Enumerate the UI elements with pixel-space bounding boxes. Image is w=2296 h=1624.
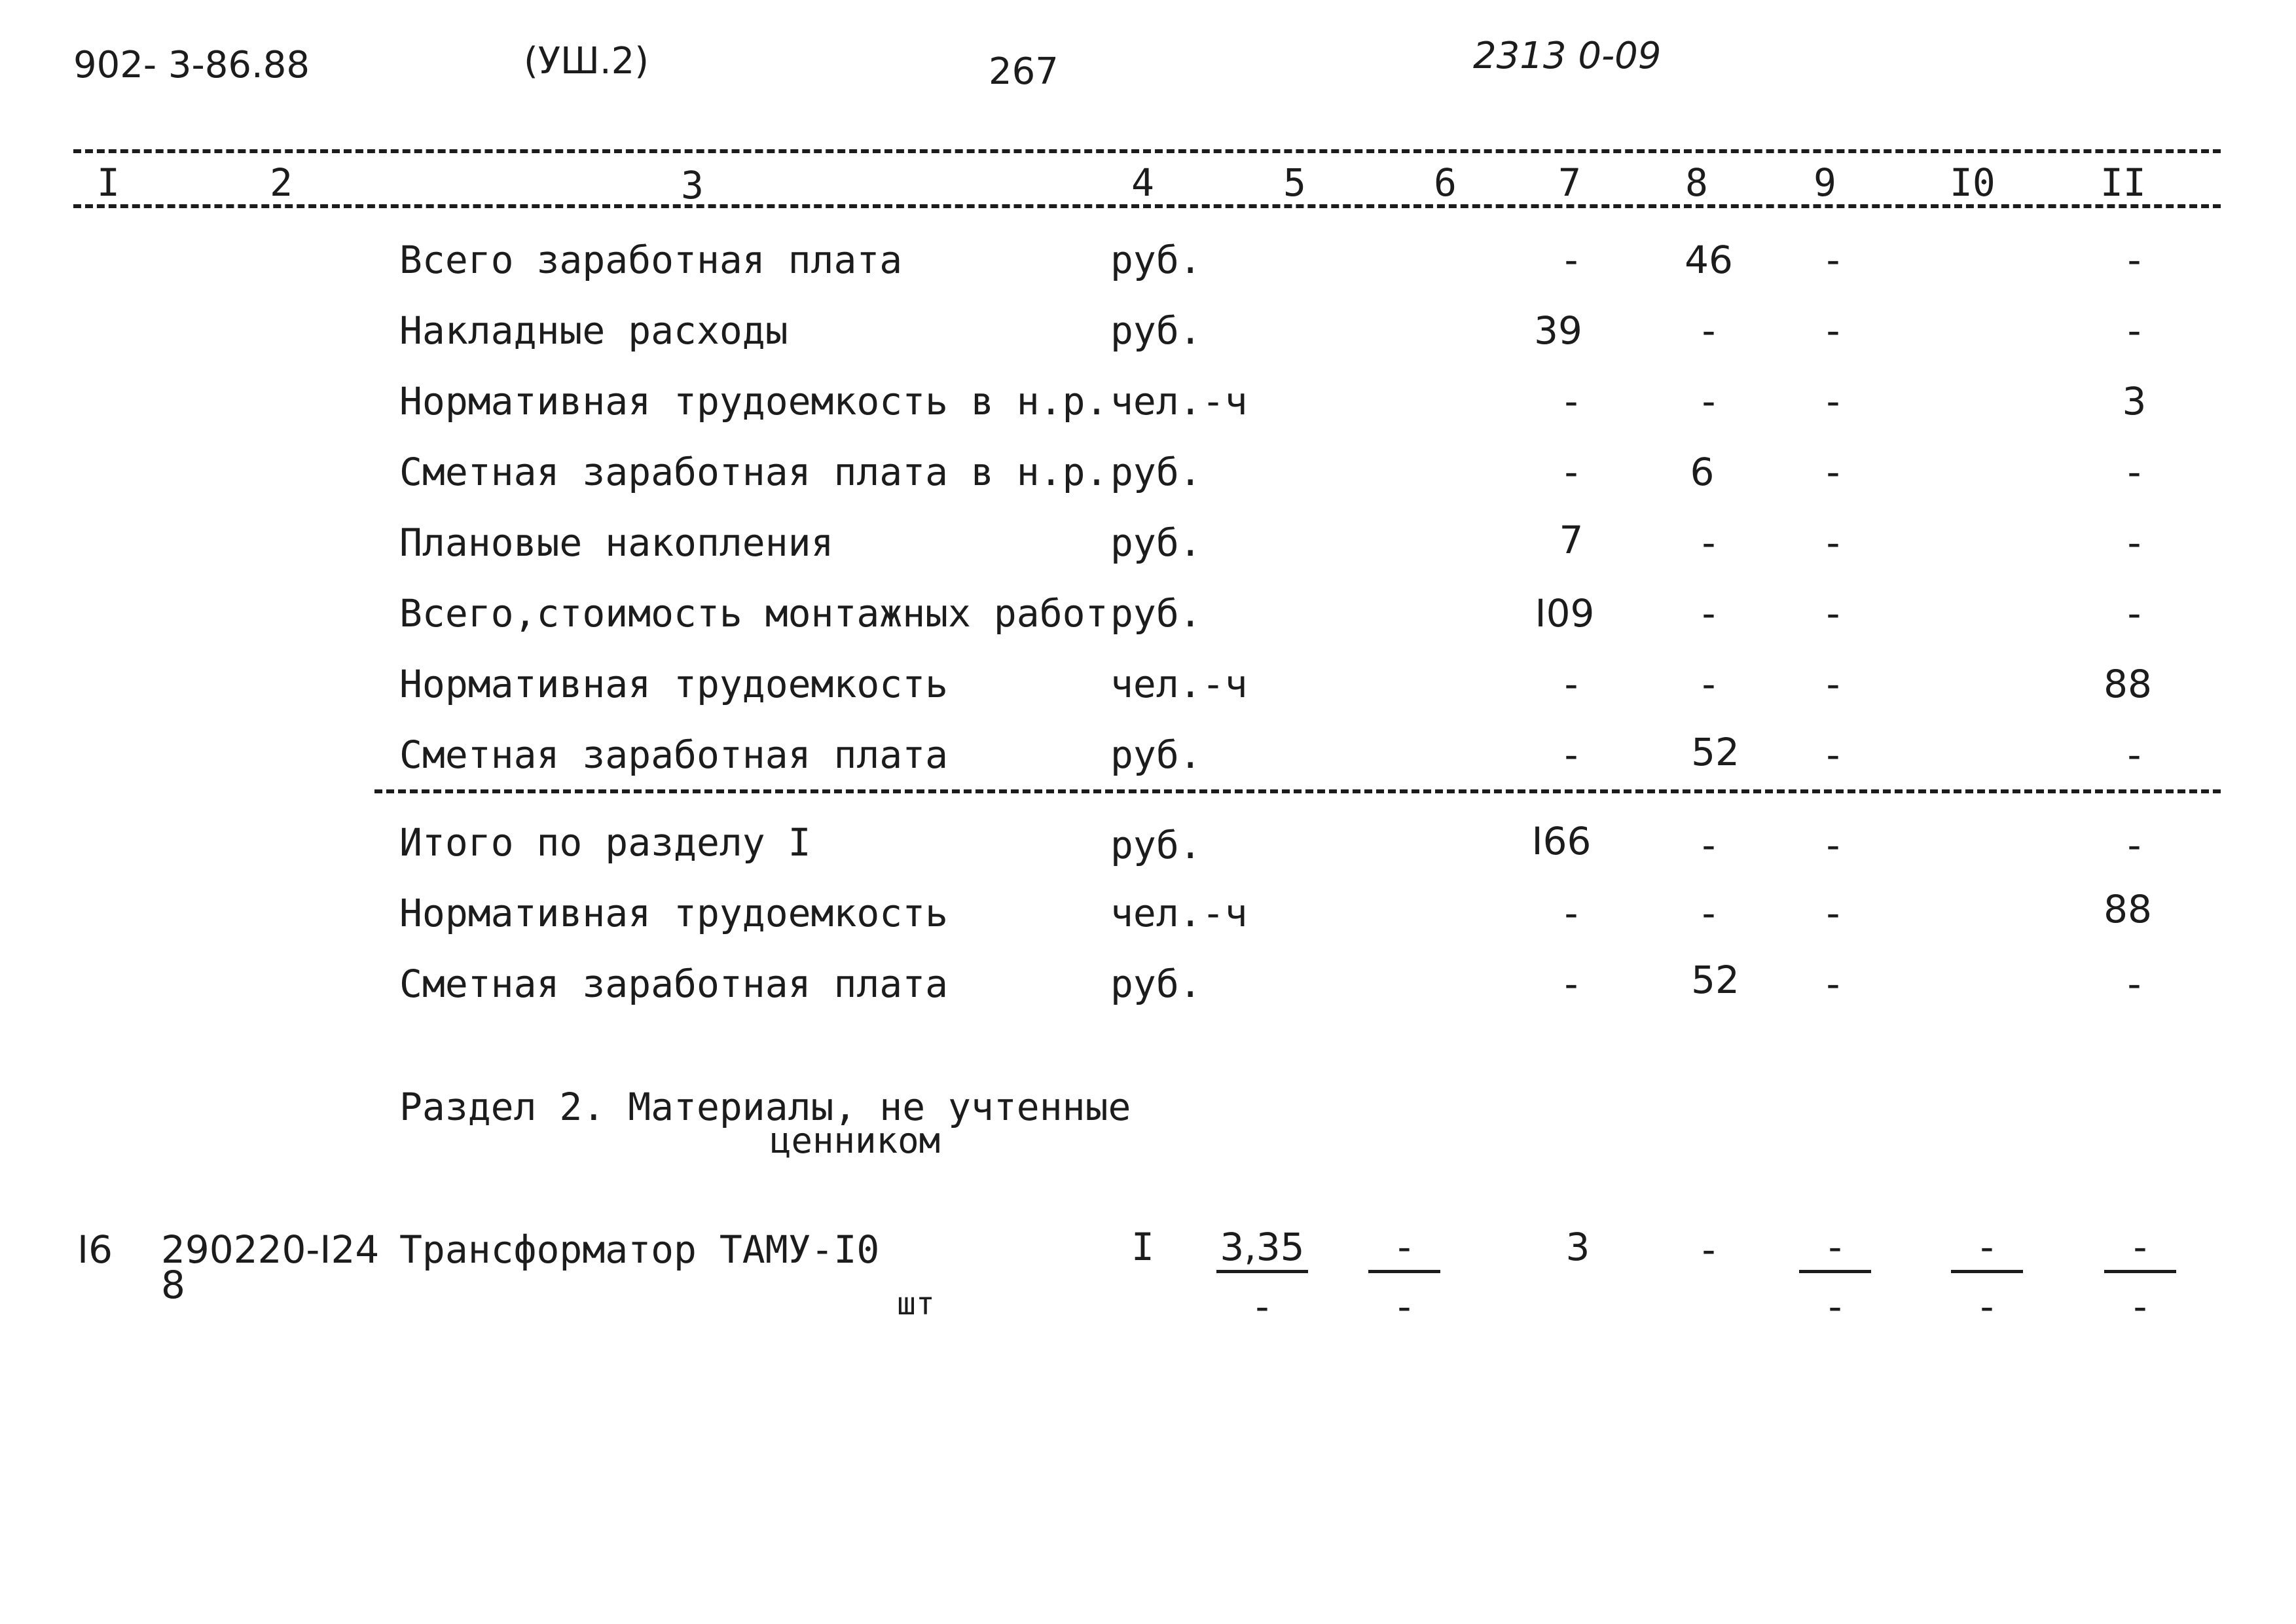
doc-code: 902- 3-86.88	[73, 44, 310, 86]
row-col11: -	[2127, 308, 2141, 353]
item-col6-bottom: -	[1397, 1284, 1412, 1329]
section-title-cont: ценником	[770, 1120, 941, 1161]
item-col7: 3	[1565, 1225, 1590, 1269]
total-col9: -	[1826, 962, 1840, 1006]
col-num-3: 3	[681, 163, 704, 208]
volume-label: (УШ.2)	[524, 40, 649, 82]
total-unit: руб.	[1110, 962, 1202, 1006]
stamp-code: 2313 0-09	[1473, 35, 1662, 77]
item-pos: I6	[77, 1227, 113, 1272]
row-unit: руб.	[1110, 520, 1202, 565]
row-col7: I09	[1535, 591, 1595, 636]
row-unit: руб.	[1110, 450, 1202, 494]
item-code-cont: 8	[161, 1263, 185, 1307]
total-col11: -	[2127, 823, 2141, 867]
col-num-10: I0	[1950, 160, 1995, 205]
total-col11: -	[2127, 962, 2141, 1006]
row-col7: 39	[1534, 308, 1582, 353]
total-col11: 88	[2104, 887, 2152, 931]
item-code: 290220-I24	[161, 1227, 380, 1272]
row-col8: -	[1702, 520, 1716, 565]
row-col7: -	[1564, 379, 1578, 424]
item-col5-bottom: -	[1255, 1284, 1269, 1329]
item-col11-bottom: -	[2133, 1284, 2147, 1329]
row-col9: -	[1826, 308, 1840, 353]
row-col9: -	[1826, 238, 1840, 282]
total-name: Нормативная трудоемкость	[399, 891, 949, 935]
col-num-4: 4	[1131, 160, 1154, 205]
row-unit: чел.-ч	[1110, 662, 1248, 706]
row-name: Нормативная трудоемкость в н.р.	[399, 379, 1108, 424]
col-num-5: 5	[1283, 160, 1306, 205]
row-col11: 88	[2104, 662, 2152, 706]
row-col7: -	[1564, 732, 1578, 777]
row-col8: -	[1702, 379, 1716, 424]
row-col7: -	[1564, 450, 1578, 494]
total-col8: 52	[1691, 958, 1740, 1002]
item-col10-bottom: -	[1980, 1284, 1994, 1329]
row-unit: руб.	[1110, 591, 1202, 636]
item-name: Трансформатор ТАМУ-I0	[399, 1227, 880, 1272]
row-col11: -	[2127, 450, 2141, 494]
total-col9: -	[1826, 891, 1840, 935]
total-unit: чел.-ч	[1110, 891, 1248, 935]
row-col11: 3	[2122, 379, 2147, 424]
row-unit: руб.	[1110, 308, 1202, 353]
row-name: Сметная заработная плата в н.р.	[399, 450, 1108, 494]
row-unit: чел.-ч	[1110, 379, 1248, 424]
col-num-8: 8	[1685, 160, 1708, 205]
row-col7: 7	[1559, 518, 1584, 562]
item-unit: шт	[897, 1286, 935, 1322]
row-col8: -	[1702, 662, 1716, 706]
item-col5-top: 3,35	[1216, 1228, 1308, 1273]
item-col11	[2104, 1225, 2176, 1329]
totals-rule	[374, 789, 2221, 793]
total-name: Итого по разделу I	[399, 820, 811, 865]
row-col8: 52	[1691, 730, 1740, 774]
item-col11-top: -	[2104, 1228, 2176, 1273]
row-col9: -	[1826, 379, 1840, 424]
row-col8: 6	[1690, 450, 1715, 494]
col-num-6: 6	[1434, 160, 1457, 205]
row-col8: -	[1702, 308, 1716, 353]
row-col9: -	[1826, 520, 1840, 565]
row-name: Сметная заработная плата	[399, 732, 949, 777]
item-col9	[1799, 1225, 1871, 1329]
row-col11: -	[2127, 238, 2141, 282]
total-col7: -	[1564, 891, 1578, 935]
col-num-7: 7	[1558, 160, 1581, 205]
row-col8: -	[1702, 591, 1716, 636]
row-name: Накладные расходы	[399, 308, 788, 353]
row-col9: -	[1826, 591, 1840, 636]
total-col8: -	[1702, 823, 1716, 867]
total-col7: I66	[1531, 819, 1592, 863]
header-top-rule	[73, 149, 2221, 153]
total-col9: -	[1826, 823, 1840, 867]
col-num-2: 2	[270, 160, 293, 205]
item-col8: -	[1702, 1227, 1716, 1272]
item-col10-top: -	[1951, 1228, 2023, 1273]
row-col9: -	[1826, 732, 1840, 777]
row-name: Плановые накопления	[399, 520, 834, 565]
row-name: Нормативная трудоемкость	[399, 662, 949, 706]
row-unit: руб.	[1110, 732, 1202, 777]
row-name: Всего заработная плата	[399, 238, 903, 282]
col-num-1: I	[97, 160, 120, 205]
row-col7: -	[1564, 238, 1578, 282]
row-col7: -	[1564, 662, 1578, 706]
row-col11: -	[2127, 732, 2141, 777]
row-unit: руб.	[1110, 238, 1202, 282]
total-col8: -	[1702, 891, 1716, 935]
col-num-9: 9	[1813, 160, 1836, 205]
row-col9: -	[1826, 662, 1840, 706]
row-col11: -	[2127, 591, 2141, 636]
item-col9-top: -	[1799, 1228, 1871, 1273]
item-col5	[1216, 1225, 1308, 1329]
item-col9-bottom: -	[1828, 1284, 1842, 1329]
item-col6-top: -	[1368, 1228, 1440, 1273]
row-name: Всего,стоимость монтажных работ	[399, 591, 1108, 636]
row-col8: 46	[1685, 238, 1733, 282]
row-col9: -	[1826, 450, 1840, 494]
total-name: Сметная заработная плата	[399, 962, 949, 1006]
item-qty: I	[1131, 1225, 1154, 1269]
total-col7: -	[1564, 962, 1578, 1006]
item-col10	[1951, 1225, 2023, 1329]
row-col11: -	[2127, 520, 2141, 565]
total-unit: руб.	[1110, 823, 1202, 867]
col-num-11: II	[2100, 160, 2146, 205]
page-number: 267	[989, 50, 1059, 93]
item-col6	[1368, 1225, 1440, 1329]
section-title: Раздел 2. Материалы, не учтенные	[399, 1085, 1131, 1129]
